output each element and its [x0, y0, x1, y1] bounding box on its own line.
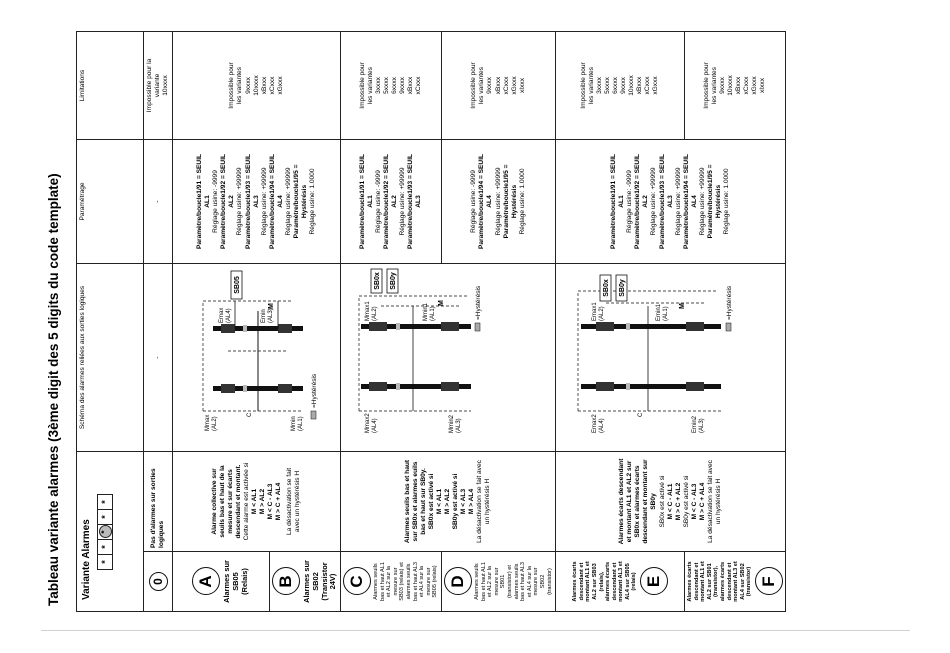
diagram-E-m: M	[679, 303, 687, 309]
diagram-C-mmax2: Mmax2	[365, 413, 372, 433]
row-E	[556, 31, 685, 611]
diagram-A-emax: Emax	[219, 307, 226, 323]
code-digit-3-highlighted	[97, 524, 113, 540]
svg-text:(AL4): (AL4)	[599, 418, 606, 433]
code-digit-4: *	[97, 509, 113, 525]
row-0	[144, 31, 173, 611]
row-D-letter: D	[444, 568, 472, 596]
row-B-left-text: Alarmes sur SB02 (Transistor 24V)	[302, 560, 338, 603]
row-0-schema: -	[144, 263, 173, 451]
diagram-C-hyst: =Hystérésis	[475, 285, 483, 320]
svg-text:(AL3): (AL3)	[456, 418, 463, 433]
param-AB: Paramètre/boucle1/91 = SEUIL AL1 Réglage usine: -9999 Paramètre/boucle1/92 = SEUIL AL2 Réglage usine: +99999 Paramètre/boucle1/93 = SEUIL AL3 Réglage usine: +99999 Paramètre/boucle1/94 = SEUIL AL4 Réglage usine: +99999 Paramètre/boucle1/95 = Hystérésis Réglage usine: 1.0000	[173, 139, 341, 263]
diagram-A-c: C	[247, 412, 254, 417]
svg-text:(AL1): (AL1)	[430, 306, 437, 321]
svg-text:(AL2): (AL2)	[212, 416, 219, 431]
diagram-C-mmin2: Mmin2	[449, 414, 456, 433]
row-C-left	[341, 552, 442, 612]
header-variante	[77, 451, 144, 611]
diagram-C-mmin1: Mmin1	[423, 302, 430, 321]
highlight-circle: *	[99, 526, 112, 539]
diagram-A-mmin: Mmin	[291, 416, 298, 431]
diagram-A-svg	[173, 263, 323, 451]
row-F-letter: F	[755, 568, 783, 596]
limit-AB: Impossible pour les variantes 9xxxx 10xxxx xBxxx xCxxx xGxxx	[173, 31, 341, 139]
rotated-table-sheet	[42, 0, 892, 612]
variante-title: Variante Alarmes	[81, 519, 92, 600]
row-E-letter: E	[640, 568, 668, 596]
diagram-A	[173, 263, 341, 451]
table-title: Tableau variante alarmes (3ème digit des 5 digits du code template)	[46, 173, 61, 606]
row-E-left	[556, 552, 685, 612]
svg-text:(AL2): (AL2)	[372, 306, 379, 321]
row-B-letter: B	[272, 568, 300, 596]
diagram-E-outy: SB0y	[619, 279, 627, 297]
diagram-C-outy: SB0y	[390, 272, 398, 290]
diagram-C	[341, 263, 556, 451]
svg-text:(AL3): (AL3)	[268, 308, 275, 323]
diagram-E	[556, 263, 786, 451]
row-C-left-text: Alarmes seuils bas et haut AL1 et AL2 sur la mesure sur SB03 (relais) et alarmes seuils bas et haut AL3 et AL4 sur la mesure sur SB05 (relais)	[373, 562, 439, 601]
diagram-E-svg	[556, 263, 740, 451]
row-0-letter: 0	[149, 572, 168, 591]
row-F-left	[685, 552, 786, 612]
row-D-left-text: Alarmes seuils bas et haut AL1 et AL2 sur la mesure sur SB01 (transistor) et alarmes seuils bas et haut AL3 et AL4 sur la mesure sur SB02 (transistor)	[473, 562, 553, 601]
row-A-letter: A	[192, 568, 220, 596]
header-limitations: Limitations	[77, 31, 144, 139]
header-schema: Schéma des alarmes reliées aux sorties logiques	[77, 263, 144, 451]
row-0-param: -	[144, 139, 173, 263]
row-A	[173, 31, 270, 611]
diagram-E-outx: SB0x	[603, 279, 611, 297]
diagram-E-c: C	[638, 412, 645, 417]
code-template-boxes	[97, 455, 113, 608]
header-row	[77, 31, 144, 611]
svg-text:(AL1): (AL1)	[663, 306, 670, 321]
diagram-A-mmax: Mmax	[205, 414, 212, 431]
code-digit-1: *	[97, 554, 113, 570]
svg-text:(AL1): (AL1)	[298, 416, 305, 431]
param-EF: Paramètre/boucle1/91 = SEUIL AL1 Réglage usine: -9999 Paramètre/boucle1/92 = SEUIL AL2 Réglage usine: +99999 Paramètre/boucle1/93 = SEUIL AL3 Réglage usine: +99999 Paramètre/boucle1/94 = SEUIL AL4 Réglage usine: +99999 Paramètre/boucle1/95 = Hystérésis Réglage usine: 1.0000	[556, 139, 786, 263]
param-C: Paramètre/boucle1/91 = SEUIL AL1 Réglage usine: -9999 Paramètre/boucle1/92 = SEUIL AL2 Réglage usine: +99999 Paramètre/boucle1/93 = SEUIL AL3	[341, 139, 442, 263]
diagram-C-m: M	[438, 300, 446, 306]
diagram-A-m: M	[268, 303, 276, 309]
svg-text:(AL3): (AL3)	[699, 418, 706, 433]
diagram-E-emax2: Emax2	[592, 414, 599, 433]
row-EF-desc: Alarmes écarts descendant et montant AL1 et AL2 sur SB0x et alarmes écarts descendant et montant sur SB0y SB0x est activé si M < C - AL1 M > C + AL2 SB0y est activé si M < C - AL3 M > C + AL4 La désactivation se fait avec un hystérésis H	[556, 451, 786, 551]
row-E-left-text: Alarmes écarts descendant et montant AL1 et AL2 sur SB03 (relais), alarmes écarts descendant et montant AL3 et AL4 sur SB05 (relais)	[572, 561, 638, 602]
diagram-A-hyst: =Hystérésis	[311, 373, 319, 408]
row-0-letter-cell	[144, 552, 173, 612]
row-F-left-text: Alarmes écarts descendant et montant AL1 et AL2 sur SB01 (transistor), alarmes écarts descendant et montant AL3 et AL4 sur SB02 (transistor)	[687, 561, 753, 602]
row-C-letter: C	[343, 568, 371, 596]
diagram-A-out: SB05	[234, 276, 242, 294]
diagram-C-outx: SB0x	[374, 272, 382, 290]
limit-E: Impossible pour les variantes 3xxxx 5xxxx 6xxxx 9xxxx 10xxxx xBxxx xCxxx xGxxx	[556, 31, 685, 139]
header-parametrage: Paramétrage	[77, 139, 144, 263]
row-0-desc: Pas d'alarmes sur sorties logiques	[144, 451, 173, 551]
diagram-E-emax1: Emax1	[592, 302, 599, 321]
limit-F: Impossible pour les variantes 9xxxx 10xxxx xBxxx xCxxx xGxxx xIxxx	[685, 31, 786, 139]
code-digit-2: *	[97, 539, 113, 555]
limit-C: Impossible pour les variantes 3xxxx 5xxxx 6xxxx 9xxxx xBxxx xCxxx	[341, 31, 442, 139]
param-D: Réglage usine: -9999 Paramètre/boucle1/94 = SEUIL AL4 Réglage usine: +99999 Paramètre/boucle1/95 = Hystérésis Réglage usine: 1.0000	[441, 139, 555, 263]
svg-text:(AL2): (AL2)	[599, 306, 606, 321]
row-AB-desc: Alarme collective sur seuils bas et haut de la mesure et sur écarts descendant et montant. Cette alarme est activée si M < AL1 M > AL2 M < C - AL3 M > C + AL4 La désactivation se fait avec un hystérésis H	[173, 451, 341, 551]
row-A-left	[173, 552, 270, 612]
diagram-E-hyst: =Hystérésis	[726, 285, 734, 320]
row-C	[341, 31, 442, 611]
row-0-limit: Impossible pour la variante 10xxxx	[144, 31, 173, 139]
diagram-C-svg	[341, 263, 487, 451]
page-bottom-rule	[41, 630, 910, 631]
row-B-left	[270, 552, 341, 612]
diagram-A-emin: Emin	[261, 309, 268, 323]
code-digit-5: *	[97, 494, 113, 510]
diagram-E-emin1: Emin1	[656, 303, 663, 321]
alarm-variant-table	[76, 31, 786, 612]
limit-D: Impossible pour les variantes 9xxxx xBxxx xCxxx xGxxx xIxxx	[441, 31, 555, 139]
row-A-left-text: Alarmes sur SB05 (Relais)	[222, 560, 249, 603]
row-D-left	[441, 552, 555, 612]
svg-text:(AL4): (AL4)	[372, 418, 379, 433]
row-CD-desc: Alarmes seuils bas et haut sur SB0x et alarmes euils bas et haut sur SB0y. SB0x est activé si M < AL1 M > AL2 SB0y est activé si M < AL3 M > AL4 La désactivation se fait avec un hystérésis H	[341, 451, 556, 551]
diagram-C-mmax1: Mmax1	[365, 301, 372, 321]
diagram-E-emin2: Emin2	[692, 415, 699, 433]
svg-text:(AL4): (AL4)	[226, 308, 233, 323]
